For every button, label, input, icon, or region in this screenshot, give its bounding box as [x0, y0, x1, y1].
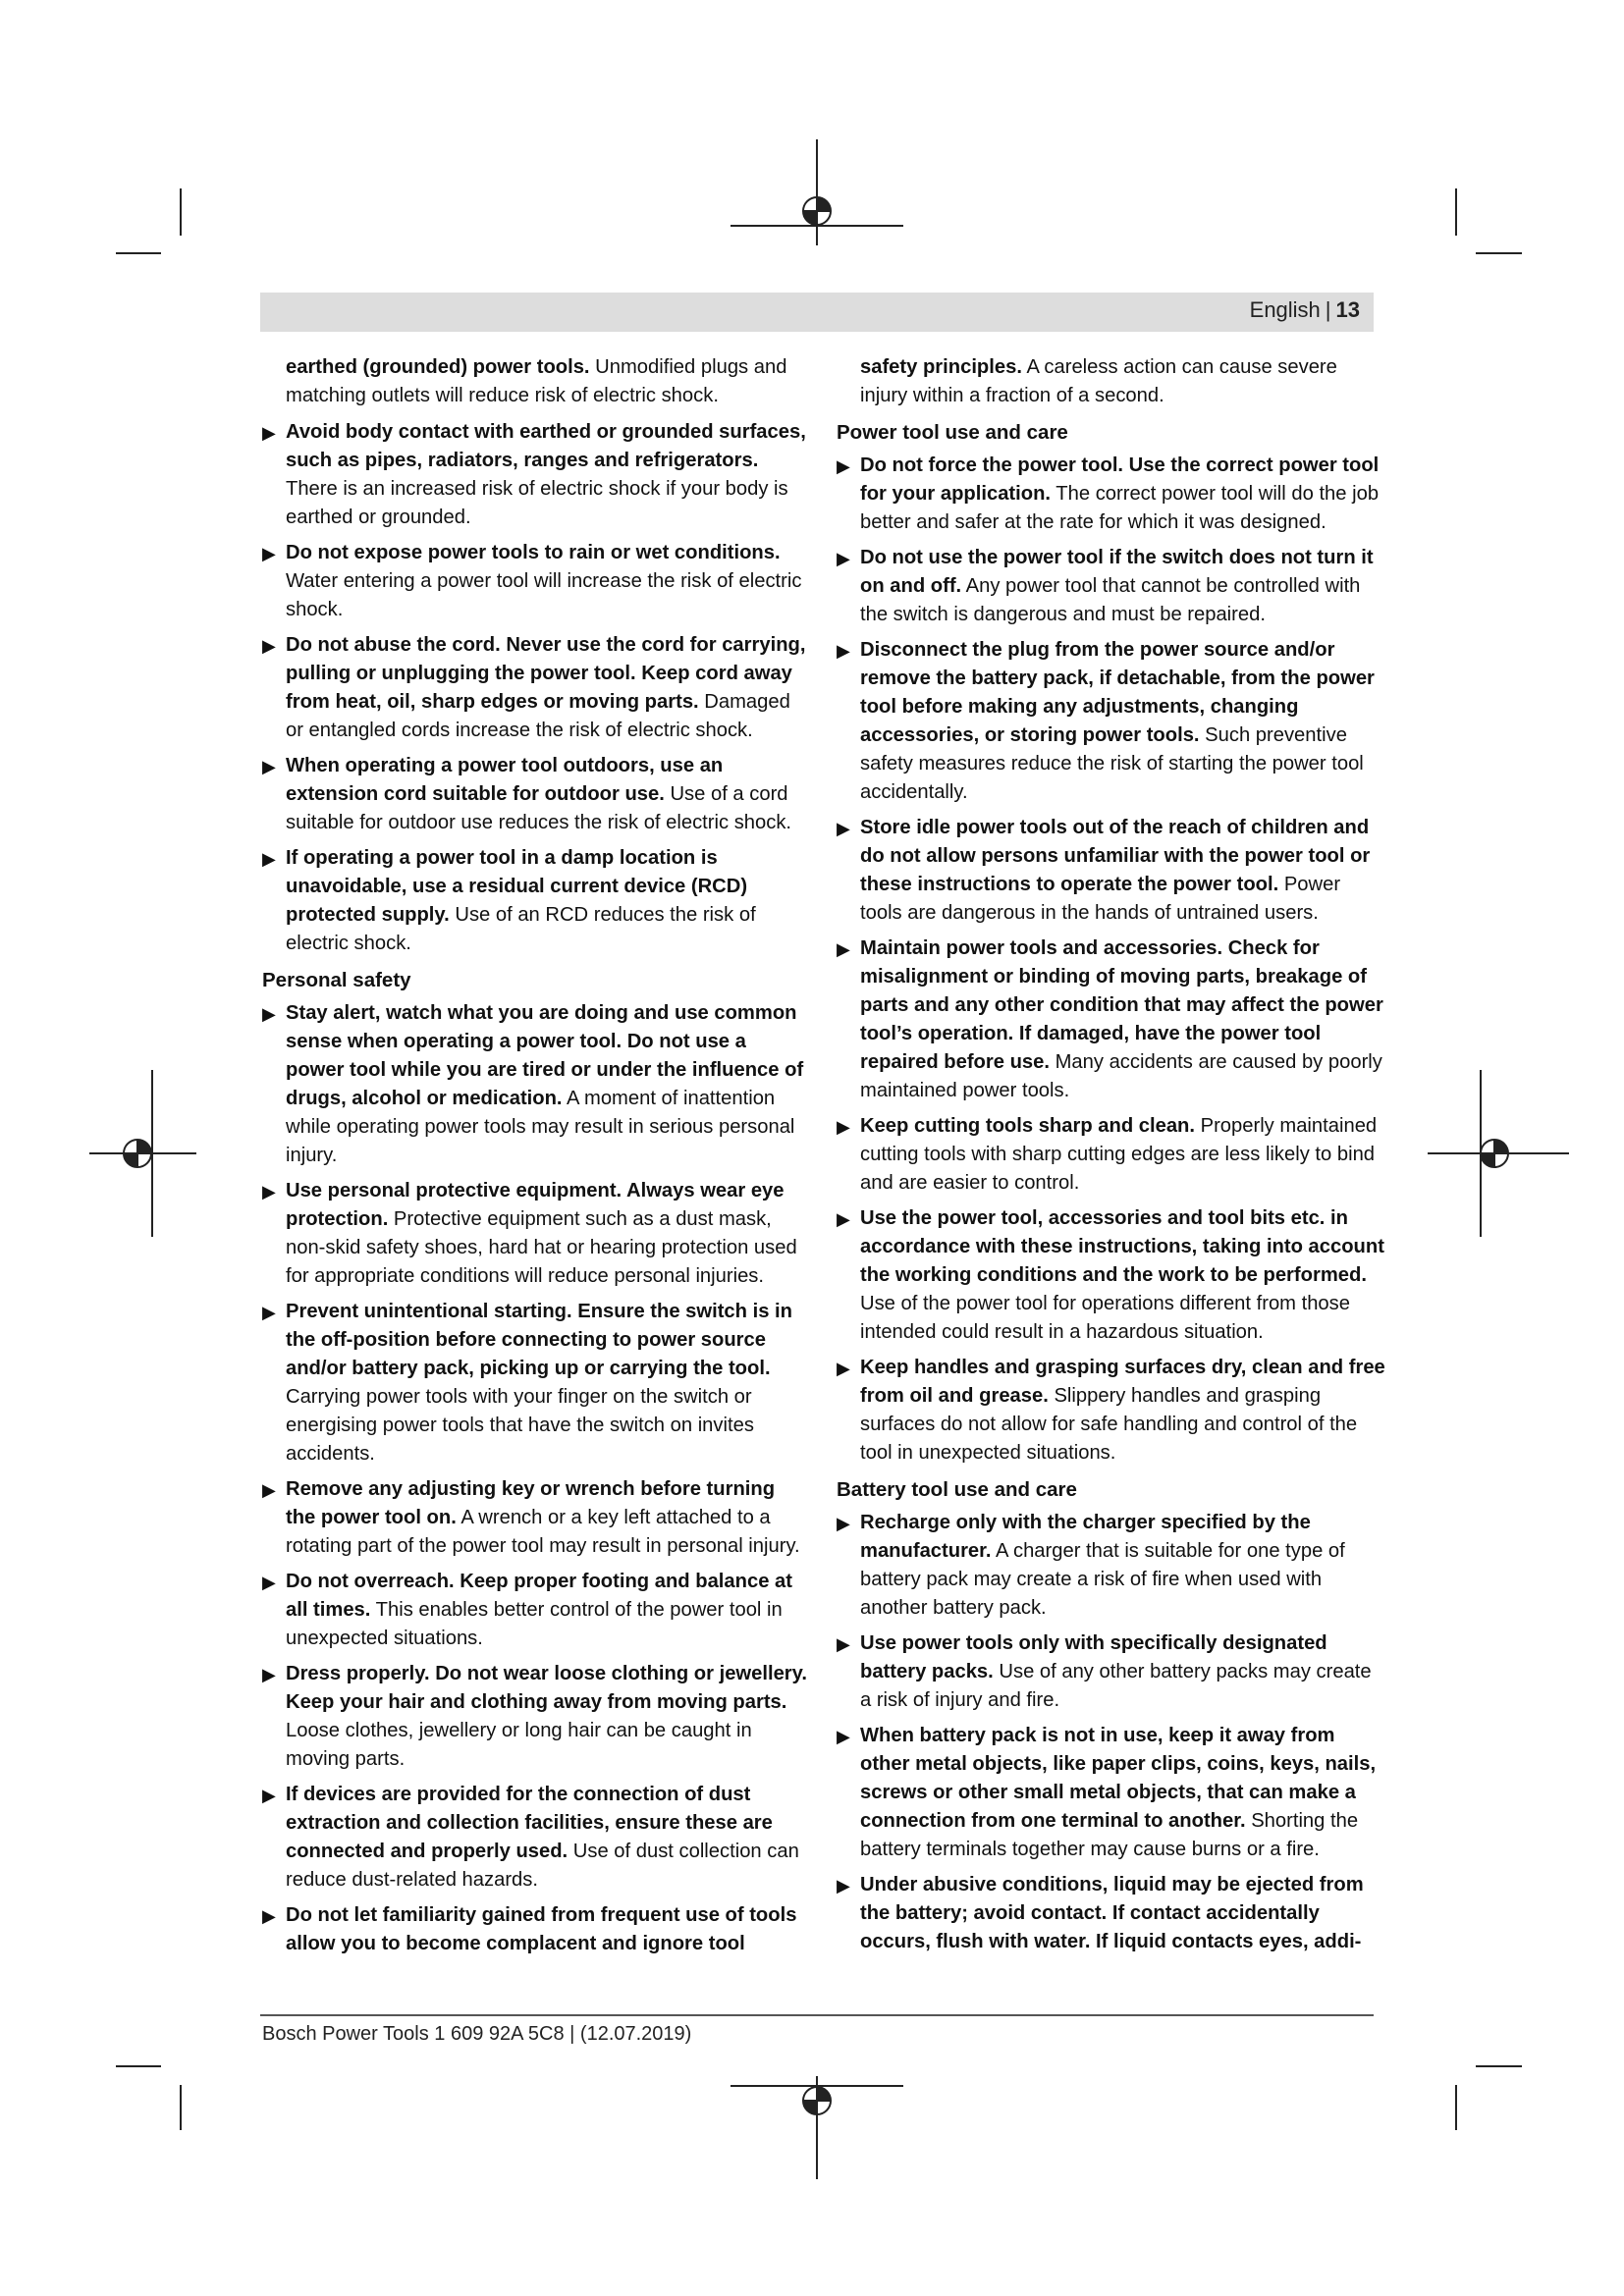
- list-item: [262, 752, 808, 837]
- item-lead: Maintain power tools and accessories. Check for misalignment or binding of moving parts, breakage of parts and any other condition that may affect the power tool’s operation. If damaged, have the power tool repaired before use.: [860, 937, 1383, 1073]
- list-item: [262, 1660, 808, 1774]
- registration-mark-left-circle: [124, 1140, 151, 1167]
- item-text: This enables better control of the power tool in unexpected situations.: [286, 1599, 783, 1649]
- footer-rule: [260, 2014, 1374, 2016]
- item-lead: Under abusive conditions, liquid may be ejected from the battery; avoid contact. If contact accidentally occurs, flush with water. If liquid contacts eyes, addi-: [860, 1874, 1364, 1952]
- list-item: [837, 814, 1386, 928]
- list-item: [262, 418, 808, 532]
- bullet-arrow-icon: ▶: [262, 1004, 276, 1024]
- battery-tool-use-heading: Battery tool use and care: [837, 1478, 1077, 1501]
- bullet-arrow-icon: ▶: [837, 641, 850, 661]
- bullet-arrow-icon: ▶: [262, 1906, 276, 1926]
- item-text: There is an increased risk of electric shock if your body is earthed or grounded.: [286, 478, 788, 528]
- item-lead: Use power tools only with specifically designated battery packs.: [860, 1632, 1327, 1682]
- item-text: Water entering a power tool will increase the risk of electric shock.: [286, 570, 802, 620]
- list-item: [262, 1298, 808, 1468]
- item-lead: Avoid body contact with earthed or grounded surfaces, such as pipes, radiators, ranges and refrigerators.: [286, 421, 806, 471]
- item-lead: If operating a power tool in a damp location is unavoidable, use a residual current device (RCD) protected supply.: [286, 847, 748, 926]
- item-lead: Use personal protective equipment. Always wear eye protection.: [286, 1180, 785, 1230]
- bullet-arrow-icon: ▶: [262, 1182, 276, 1201]
- page-number: 13: [1335, 297, 1360, 322]
- battery-tool-use-list: [837, 1509, 1386, 1956]
- item-text: A moment of inattention while operating power tools may result in serious personal injury.: [286, 1088, 795, 1166]
- item-lead: Do not let familiarity gained from frequent use of tools allow you to become complacent and ignore tool: [286, 1904, 797, 1954]
- item-lead: Store idle power tools out of the reach of children and do not allow persons unfamiliar with the power tool or these instructions to operate the power tool.: [860, 817, 1371, 895]
- personal-safety-list: [262, 999, 808, 1958]
- item-lead: Do not abuse the cord. Never use the cord for carrying, pulling or unplugging the power tool. Keep cord away from heat, oil, sharp edges or moving parts.: [286, 634, 806, 713]
- item-lead: If devices are provided for the connection of dust extraction and collection facilities, ensure these are connected and properly used.: [286, 1784, 773, 1862]
- bullet-arrow-icon: ▶: [837, 1876, 850, 1896]
- bullet-arrow-icon: ▶: [837, 1634, 850, 1654]
- item-text: Damaged or entangled cords increase the risk of electric shock.: [286, 691, 790, 741]
- bullet-arrow-icon: ▶: [837, 1359, 850, 1378]
- running-header: [260, 293, 1374, 332]
- list-item: [262, 999, 808, 1170]
- footer-text: Bosch Power Tools 1 609 92A 5C8 | (12.07.2019): [262, 2023, 692, 2045]
- list-item: [837, 1112, 1386, 1198]
- bullet-arrow-icon: ▶: [262, 1303, 276, 1322]
- list-item: [837, 1354, 1386, 1468]
- list-item: [837, 544, 1386, 629]
- item-lead: Recharge only with the charger specified by the manufacturer.: [860, 1512, 1311, 1562]
- item-text: Protective equipment such as a dust mask, non-skid safety shoes, hard hat or hearing protection used for appropriate conditions will reduce personal injuries.: [286, 1208, 797, 1287]
- item-text: Carrying power tools with your finger on the switch or energising power tools that have the switch on invites accidents.: [286, 1386, 754, 1465]
- item-lead: Do not force the power tool. Use the correct power tool for your application.: [860, 454, 1380, 505]
- list-item: [837, 1509, 1386, 1623]
- item-text: A wrench or a key left attached to a rotating part of the power tool may result in personal injury.: [286, 1507, 800, 1557]
- item-text: Power tools are dangerous in the hands of untrained users.: [860, 874, 1341, 924]
- bullet-arrow-icon: ▶: [837, 1727, 850, 1746]
- item-text: Such preventive safety measures reduce the risk of starting the power tool accidentally.: [860, 724, 1364, 803]
- bullet-arrow-icon: ▶: [262, 1573, 276, 1592]
- registration-mark-right-circle: [1481, 1140, 1508, 1167]
- registration-mark-bottom-circle: [803, 2087, 831, 2114]
- list-item: [837, 934, 1386, 1105]
- item-lead: Stay alert, watch what you are doing and use common sense when operating a power tool. Do not use a power tool while you are tired or under the influence of drugs, alcohol or medication.: [286, 1002, 804, 1109]
- list-item: [262, 1568, 808, 1653]
- header-text: [1250, 297, 1374, 323]
- left-items-top: [262, 418, 808, 958]
- power-tool-use-heading: Power tool use and care: [837, 421, 1068, 444]
- item-text: Any power tool that cannot be controlled with the switch is dangerous and must be repaired.: [860, 575, 1361, 625]
- list-item: [837, 1871, 1386, 1956]
- power-tool-use-list: [837, 452, 1386, 1468]
- item-lead: Disconnect the plug from the power source and/or remove the battery pack, if detachable, from the power tool before making any adjustments, changing accessories, or storing power tools.: [860, 639, 1375, 746]
- item-text: Use of the power tool for operations different from those intended could result in a hazardous situation.: [860, 1293, 1350, 1343]
- item-lead: Keep handles and grasping surfaces dry, clean and free from oil and grease.: [860, 1357, 1385, 1407]
- list-item: [837, 1629, 1386, 1715]
- left-column: [262, 353, 808, 1965]
- item-text: Shorting the battery terminals together may cause burns or a fire.: [860, 1810, 1359, 1860]
- item-lead: Do not overreach. Keep proper footing and balance at all times.: [286, 1571, 792, 1621]
- bullet-arrow-icon: ▶: [837, 1209, 850, 1229]
- item-lead: Remove any adjusting key or wrench before turning the power tool on.: [286, 1478, 776, 1528]
- item-lead: Do not use the power tool if the switch does not turn it on and off.: [860, 547, 1374, 597]
- item-text: Use of an RCD reduces the risk of electric shock.: [286, 904, 756, 954]
- list-item: [262, 539, 808, 624]
- item-lead: When operating a power tool outdoors, use an extension cord suitable for outdoor use.: [286, 755, 724, 805]
- bullet-arrow-icon: ▶: [262, 423, 276, 443]
- list-item: [262, 1781, 808, 1895]
- bullet-arrow-icon: ▶: [837, 1117, 850, 1137]
- item-lead: Do not expose power tools to rain or wet conditions.: [286, 542, 781, 563]
- item-text: Use of dust collection can reduce dust-related hazards.: [286, 1841, 799, 1891]
- list-item: [837, 1722, 1386, 1864]
- header-separator: |: [1325, 297, 1331, 322]
- item-lead: Dress properly. Do not wear loose clothing or jewellery. Keep your hair and clothing away from moving parts.: [286, 1663, 807, 1713]
- personal-safety-heading: Personal safety: [262, 969, 411, 991]
- list-item: [262, 1901, 808, 1958]
- bullet-arrow-icon: ▶: [837, 1514, 850, 1533]
- list-item: [837, 452, 1386, 537]
- bullet-arrow-icon: ▶: [262, 1665, 276, 1684]
- item-text: Properly maintained cutting tools with sharp cutting edges are less likely to bind and are easier to control.: [860, 1115, 1378, 1194]
- item-lead: When battery pack is not in use, keep it away from other metal objects, like paper clips, coins, keys, nails, screws or other small metal objects, that can make a connection from one terminal to another.: [860, 1725, 1377, 1832]
- right-continuation: safety principles. A careless action can cause severe injury within a fraction of a second.: [860, 356, 1337, 406]
- right-column: [837, 353, 1386, 1963]
- list-item: [262, 1177, 808, 1291]
- item-text: Use of any other battery packs may create a risk of injury and fire.: [860, 1661, 1372, 1711]
- list-item: [837, 1204, 1386, 1347]
- list-item: [262, 844, 808, 958]
- item-lead: Prevent unintentional starting. Ensure the switch is in the off-position before connecting to power source and/or battery pack, picking up or carrying the tool.: [286, 1301, 792, 1379]
- list-item: [262, 1475, 808, 1561]
- bullet-arrow-icon: ▶: [262, 636, 276, 656]
- bullet-arrow-icon: ▶: [837, 819, 850, 838]
- bullet-arrow-icon: ▶: [262, 849, 276, 869]
- header-language: English: [1249, 297, 1321, 322]
- bullet-arrow-icon: ▶: [262, 1786, 276, 1805]
- bullet-arrow-icon: ▶: [837, 456, 850, 476]
- registration-mark-top-circle: [803, 197, 831, 225]
- bullet-arrow-icon: ▶: [262, 1480, 276, 1500]
- bullet-arrow-icon: ▶: [837, 549, 850, 568]
- item-text: A charger that is suitable for one type of battery pack may create a risk of fire when used with another battery pack.: [860, 1540, 1345, 1619]
- bullet-arrow-icon: ▶: [837, 939, 850, 959]
- list-item: [262, 631, 808, 745]
- list-item: [837, 636, 1386, 807]
- item-text: Slippery handles and grasping surfaces do not allow for safe handling and control of the tool in unexpected situations.: [860, 1385, 1358, 1464]
- item-text: The correct power tool will do the job better and safer at the rate for which it was designed.: [860, 483, 1380, 533]
- item-lead: Use the power tool, accessories and tool bits etc. in accordance with these instructions, taking into account the working conditions and the work to be performed.: [860, 1207, 1384, 1286]
- bullet-arrow-icon: ▶: [262, 544, 276, 563]
- item-lead: Keep cutting tools sharp and clean.: [860, 1115, 1195, 1137]
- item-text: Loose clothes, jewellery or long hair can be caught in moving parts.: [286, 1720, 752, 1770]
- item-text: Use of a cord suitable for outdoor use reduces the risk of electric shock.: [286, 783, 792, 833]
- left-continuation: earthed (grounded) power tools. Unmodified plugs and matching outlets will reduce risk of electric shock.: [286, 356, 787, 406]
- bullet-arrow-icon: ▶: [262, 757, 276, 776]
- item-text: Many accidents are caused by poorly maintained power tools.: [860, 1051, 1382, 1101]
